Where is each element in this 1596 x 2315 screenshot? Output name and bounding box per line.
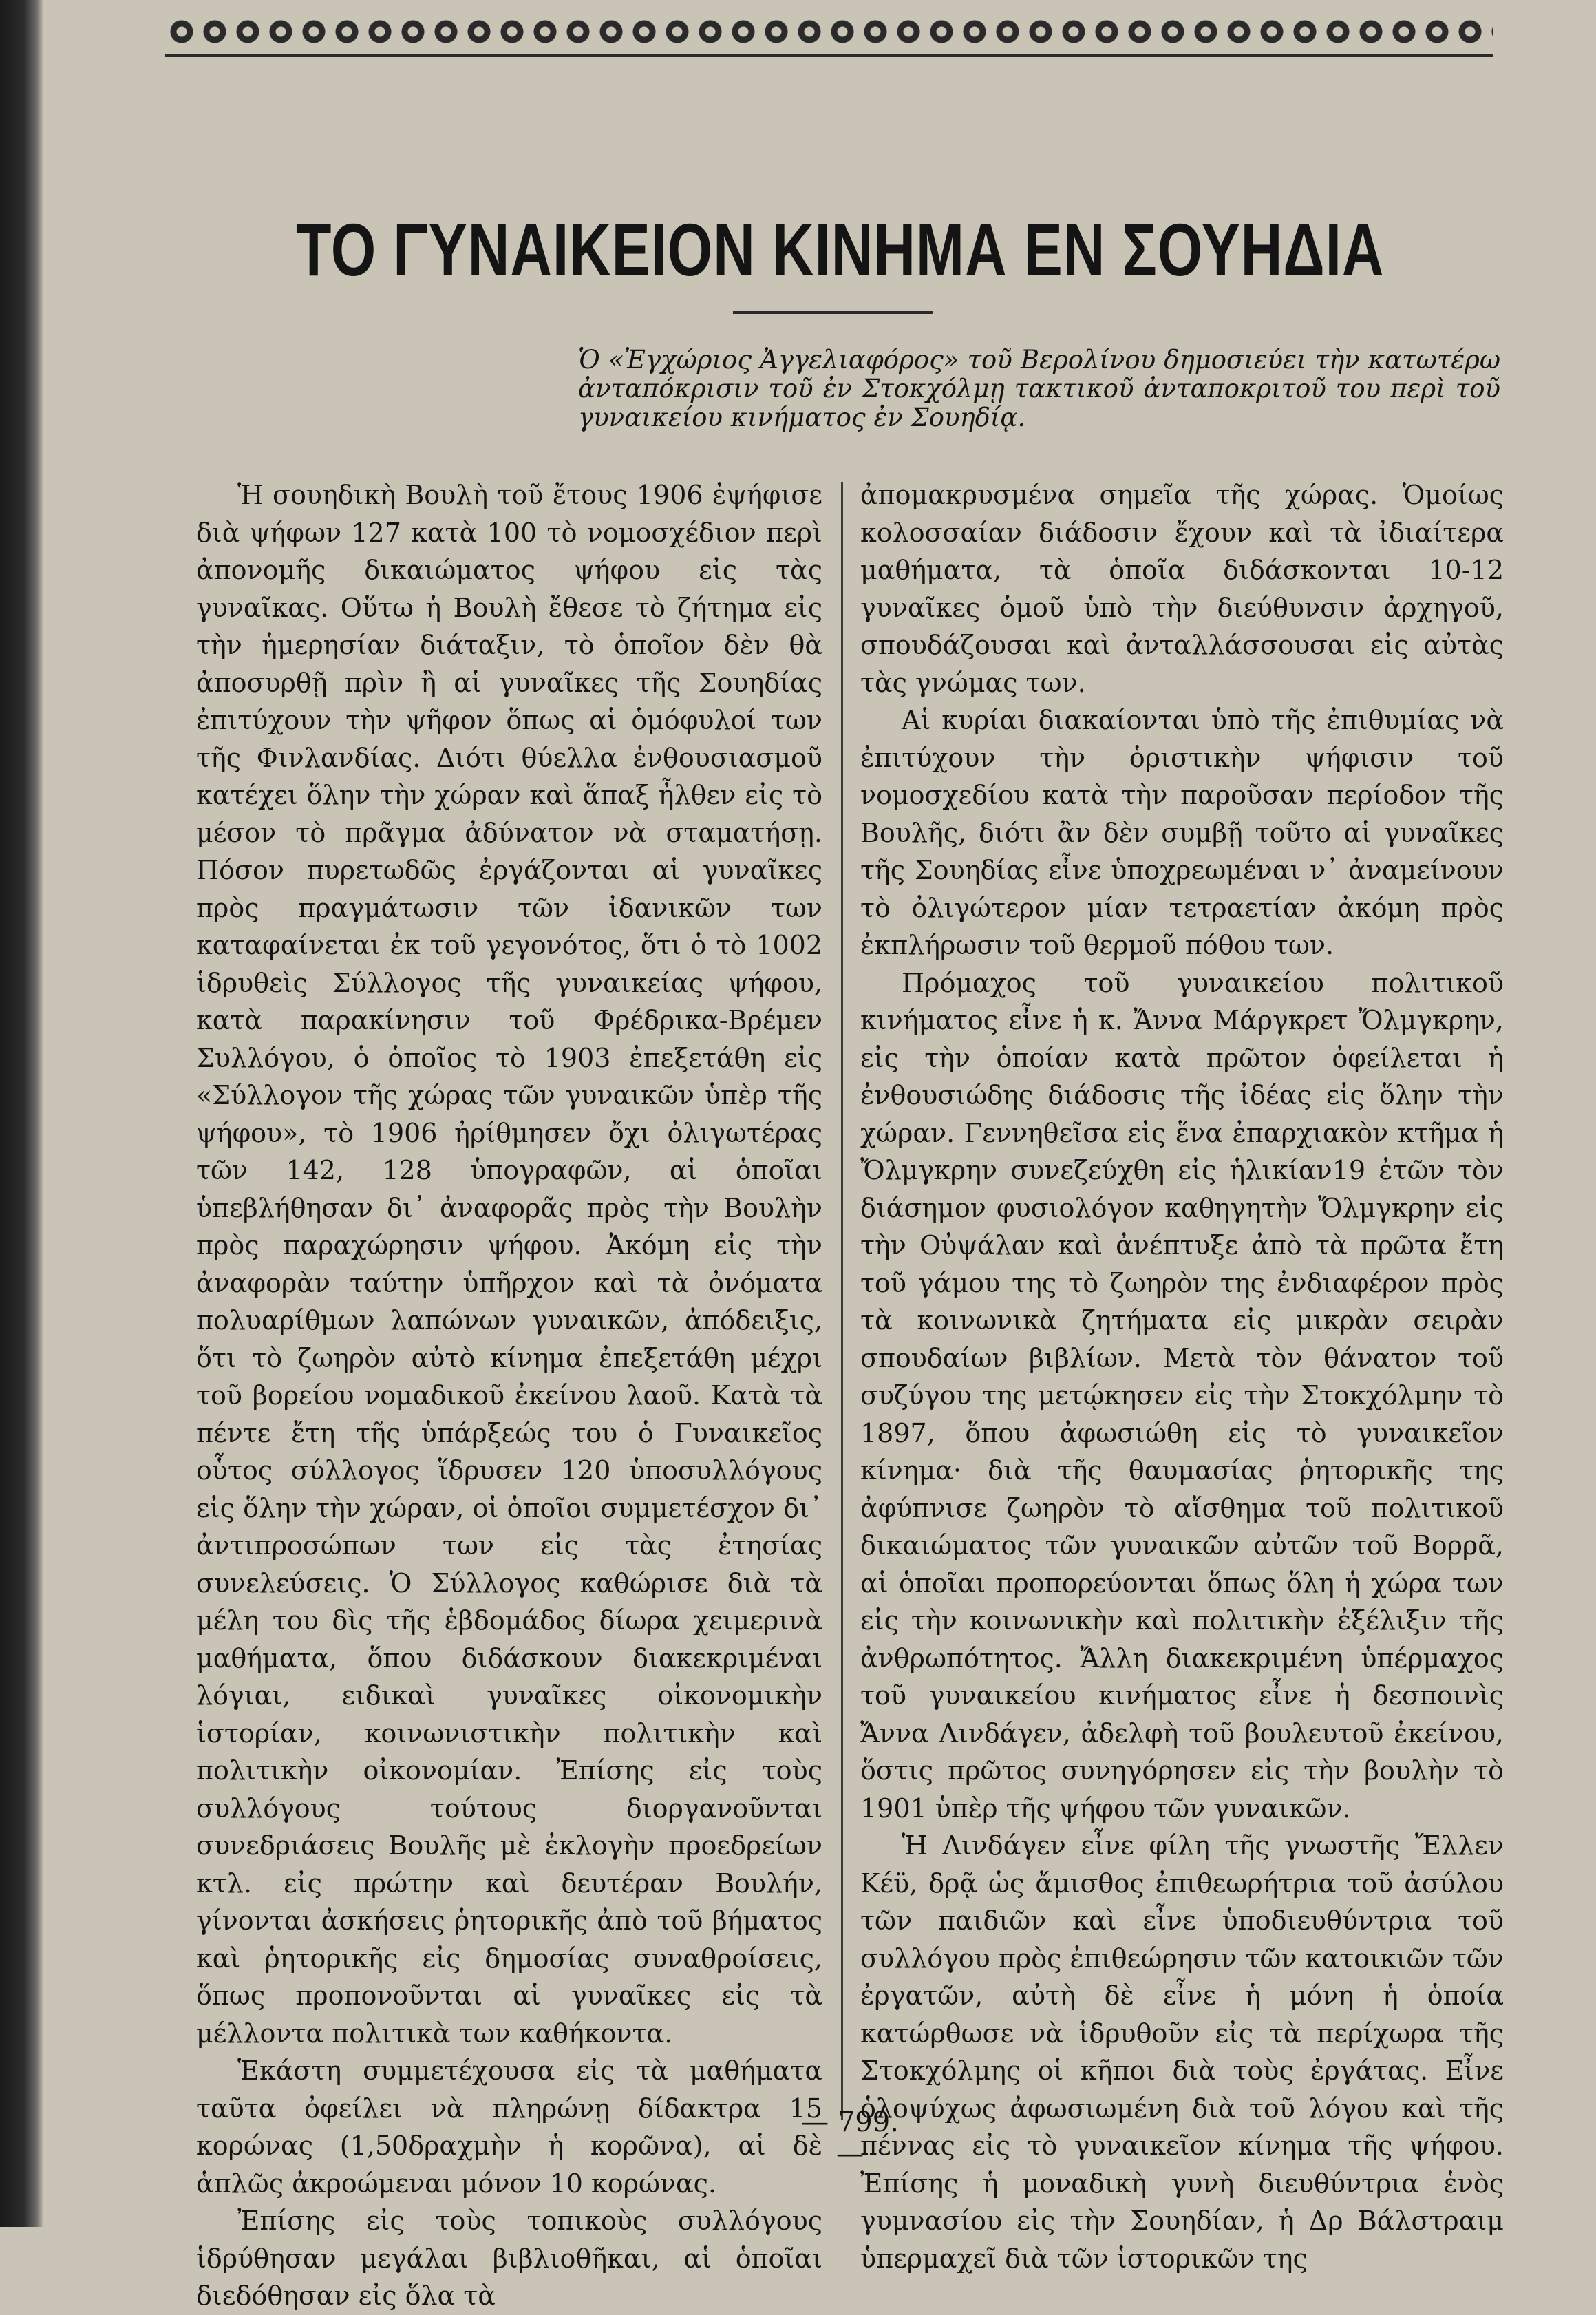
decorative-ornament-border: [165, 15, 1493, 48]
paragraph: Πρόμαχος τοῦ γυναικείου πολιτικοῦ κινήματος εἶνε ἡ κ. Ἄννα Μάργκρετ Ὄλμγκρην, εἰς τὴν ὁποίαν κατὰ πρῶτον ὀφείλεται ἡ ἐνθουσιώδης διάδοσις τῆς ἰδέας εἰς ὅλην τὴν χώραν. Γεννηθεῖσα εἰς ἕνα ἐπαρχιακὸν κτῆμα ἡ Ὄλμγκρην συνεζεύχθη εἰς ἡλικίαν19 ἐτῶν τὸν διάσημον φυσιολόγον καθηγητὴν Ὄλμγκρην εἰς τὴν Οὐψάλαν καὶ ἀνέπτυξε ἀπὸ τὰ πρῶτα ἔτη τοῦ γάμου της τὸ ζωηρὸν της ἐνδιαφέρον πρὸς τὰ κοινωνικὰ ζητήματα εἰς μικρὰν σειρὰν σπουδαίων βιβλίων. Μετὰ τὸν θάνατον τοῦ συζύγου της μετῴκησεν εἰς τὴν Στοκχόλμην τὸ 1897, ὅπου ἀφωσιώθη εἰς τὸ γυναικεῖον κίνημα· διὰ τῆς θαυμασίας ῥητορικῆς της ἀφύπνισε ζωηρὸν τὸ αἴσθημα τοῦ πολιτικοῦ δικαιώματος τῶν γυναικῶν αὐτῶν τοῦ Βορρᾶ, αἱ ὁποῖαι προπορεύονται ὅπως ὅλη ἡ χώρα των εἰς τὴν κοινωνικὴν καὶ πολιτικὴν ἐξέλιξιν τῆς ἀνθρωπότητος. Ἄλλη διακεκριμένη ὑπέρμαχος τοῦ γυναικείου κινήματος εἶνε ἡ δεσποινὶς Ἄννα Λινδάγεν, ἀδελφὴ τοῦ βουλευτοῦ ἐκείνου, ὅστις πρῶτος συνηγόρησεν εἰς τὴν βουλὴν τὸ 1901 ὑπὲρ τῆς ψήφου τῶν γυναικῶν.: [860, 967, 1504, 1824]
article-intro: Ὁ «Ἐγχώριος Ἀγγελιαφόρος» τοῦ Βερολίνου δημοσιεύει τὴν κατωτέρω ἀνταπόκρισιν τοῦ ἐν Στοκχόλμῃ τακτικοῦ ἀνταποκριτοῦ του περὶ τοῦ γυναικείου κινήματος ἐν Σουηδίᾳ.: [578, 345, 1500, 432]
paragraph: Αἱ κυρίαι διακαίονται ὑπὸ τῆς ἐπιθυμίας νὰ ἐπιτύχουν τὴν ὁριστικὴν ψήφισιν τοῦ νομοσχεδίου κατὰ τὴν παροῦσαν περίοδον τῆς Βουλῆς, διότι ἂν δὲν συμβῇ τοῦτο αἱ γυναῖκες τῆς Σουηδίας εἶνε ὑποχρεωμέναι ν᾽ ἀναμείνουν τὸ ὀλιγώτερον μίαν τετραετίαν ἀκόμη πρὸς ἐκπλήρωσιν τοῦ θερμοῦ πόθου των.: [860, 705, 1504, 960]
page-number: — 799. —: [801, 2106, 899, 2170]
column-divider: [841, 482, 843, 2120]
paragraph: Ἡ σουηδικὴ Βουλὴ τοῦ ἔτους 1906 ἐψήφισε διὰ ψήφων 127 κατὰ 100 τὸ νομοσχέδιον περὶ ἀπονομῆς δικαιώματος ψήφου εἰς τὰς γυναῖκας. Οὕτω ἡ Βουλὴ ἔθεσε τὸ ζήτημα εἰς τὴν ἡμερησίαν διάταξιν, τὸ ὁποῖον δὲν θὰ ἀποσυρθῇ πρὶν ἢ αἱ γυναῖκες τῆς Σουηδίας ἐπιτύχουν τὴν ψῆφον ὅπως αἱ ὁμόφυλοί των τῆς Φινλανδίας. Διότι θύελλα ἐνθουσιασμοῦ κατέχει ὅλην τὴν χώραν καὶ ἅπαξ ἦλθεν εἰς τὸ μέσον τὸ πρᾶγμα ἀδύνατον νὰ σταματήσῃ. Πόσον πυρετωδῶς ἐργάζονται αἱ γυναῖκες πρὸς πραγμάτωσιν τῶν ἰδανικῶν των καταφαίνεται ἐκ τοῦ γεγονότος, ὅτι ὁ τὸ 1002 ἱδρυθεὶς Σύλλογος τῆς γυναικείας ψήφου, κατὰ παρακίνησιν τοῦ Φρέδρικα-Βρέμεν Συλλόγου, ὁ ὁποῖος τὸ 1903 ἐπεξετάθη εἰς «Σύλλογον τῆς χώρας τῶν γυναικῶν ὑπὲρ τῆς ψήφου», τὸ 1906 ἠρίθμησεν ὄχι ὀλιγωτέρας τῶν 142, 128 ὑπογραφῶν, αἱ ὁποῖαι ὑπεβλήθησαν δι᾽ ἀναφορᾶς πρὸς τὴν Βουλὴν πρὸς παραχώρησιν ψήφου. Ἀκόμη εἰς τὴν ἀναφορὰν ταύτην ὑπῆρχον καὶ τὰ ὀνόματα πολυαρίθμων λαπώνων γυναικῶν, ἀπόδειξις, ὅτι τὸ ζωηρὸν αὐτὸ κίνημα ἐπεξετάθη μέχρι τοῦ βορείου νομαδικοῦ ἐκείνου λαοῦ. Κατὰ τὰ πέντε ἔτη τῆς ὑπάρξεώς του ὁ Γυναικεῖος οὗτος σύλλογος ἵδρυσεν 120 ὑποσυλλόγους εἰς ὅλην τὴν χώραν, οἱ ὁποῖοι συμμετέσχον δι᾽ ἀντιπροσώπων των εἰς τὰς ἐτησίας συνελεύσεις. Ὁ Σύλλογος καθώρισε διὰ τὰ μέλη του δὶς τῆς ἑβδομάδος δίωρα χειμερινὰ μαθήματα, ὅπου διδάσκουν διακεκριμέναι λόγιαι, ειδικαὶ γυναῖκες οἰκονομικὴν ἱστορίαν, κοινωνιστικὴν πολιτικὴν καὶ πολιτικὴν οἰκονομίαν. Ἐπίσης εἰς τοὺς συλλόγους τούτους διοργανοῦνται συνεδριάσεις Βουλῆς μὲ ἐκλογὴν προεδρείων κτλ. εἰς πρώτην καὶ δευτέραν Βουλήν, γίνονται ἀσκήσεις ῥητορικῆς ἀπὸ τοῦ βήματος καὶ ῥητορικῆς εἰς δημοσίας συναθροίσεις, ὅπως προπονοῦνται αἱ γυναῖκες εἰς τὰ μέλλοντα πολιτικὰ των καθήκοντα.: [196, 480, 822, 2049]
book-binding-edge: [0, 0, 43, 2227]
paragraph: Ἡ Λινδάγεν εἶνε φίλη τῆς γνωστῆς Ἔλλεν Κέϋ, δρᾷ ὡς ἄμισθος ἐπιθεωρήτρια τοῦ ἀσύλου τῶν παιδιῶν καὶ εἶνε ὑποδιευθύντρια τοῦ συλλόγου πρὸς ἐπιθεώρησιν τῶν κατοικιῶν τῶν ἐργατῶν, αὐτὴ δὲ εἶνε ἡ μόνη ἡ ὁποία κατώρθωσε νὰ ἱδρυθοῦν εἰς τὰ περίχωρα τῆς Στοκχόλμης οἱ κῆποι διὰ τοὺς ἐργάτας. Εἶνε ὁλοψύχως ἀφωσιωμένη διὰ τοῦ λόγου καὶ τῆς πέννας εἰς τὸ γυναικεῖον κίνημα τῆς ψήφου. Ἐπίσης ἡ μοναδικὴ γυνὴ διευθύντρια ἑνὸς γυμνασίου εἰς τὴν Σουηδίαν, ἡ Δρ Βάλστραιμ ὑπερμαχεῖ διὰ τῶν ἱστορικῶν της: [860, 1830, 1504, 2274]
paragraph: Ἑκάστη συμμετέχουσα εἰς τὰ μαθήματα ταῦτα ὀφείλει νὰ πληρώνῃ δίδακτρα 15 κορώνας (1,50δραχμὴν ἡ κορῶνα), αἱ δὲ ἁπλῶς ἀκροώμεναι μόνον 10 κορώνας.: [196, 2055, 822, 2199]
paragraph: ἀπομακρυσμένα σημεῖα τῆς χώρας. Ὁμοίως κολοσσαίαν διάδοσιν ἔχουν καὶ τὰ ἰδιαίτερα μαθήματα, τὰ ὁποῖα διδάσκονται 10-12 γυναῖκες ὁμοῦ ὑπὸ τὴν διεύθυνσιν ἀρχηγοῦ, σπουδάζουσαι καὶ ἀνταλλάσσουσαι εἰς αὐτὰς τὰς γνώμας των.: [860, 480, 1504, 698]
title-divider: [733, 311, 933, 314]
ornament-rule: [165, 54, 1493, 57]
left-column: [196, 476, 822, 2315]
paragraph: Ἐπίσης εἰς τοὺς τοπικοὺς συλλόγους ἱδρύθησαν μεγάλαι βιβλιοθῆκαι, αἱ ὁποῖαι διεδόθησαν εἰς ὅλα τὰ: [196, 2206, 822, 2311]
article-title: ΤΟ ΓΥΝΑΙΚΕΙΟΝ ΚΙΝΗΜΑ ΕΝ ΣΟΥΗΔΙΑ: [296, 208, 1385, 291]
right-column: [860, 476, 1504, 2277]
